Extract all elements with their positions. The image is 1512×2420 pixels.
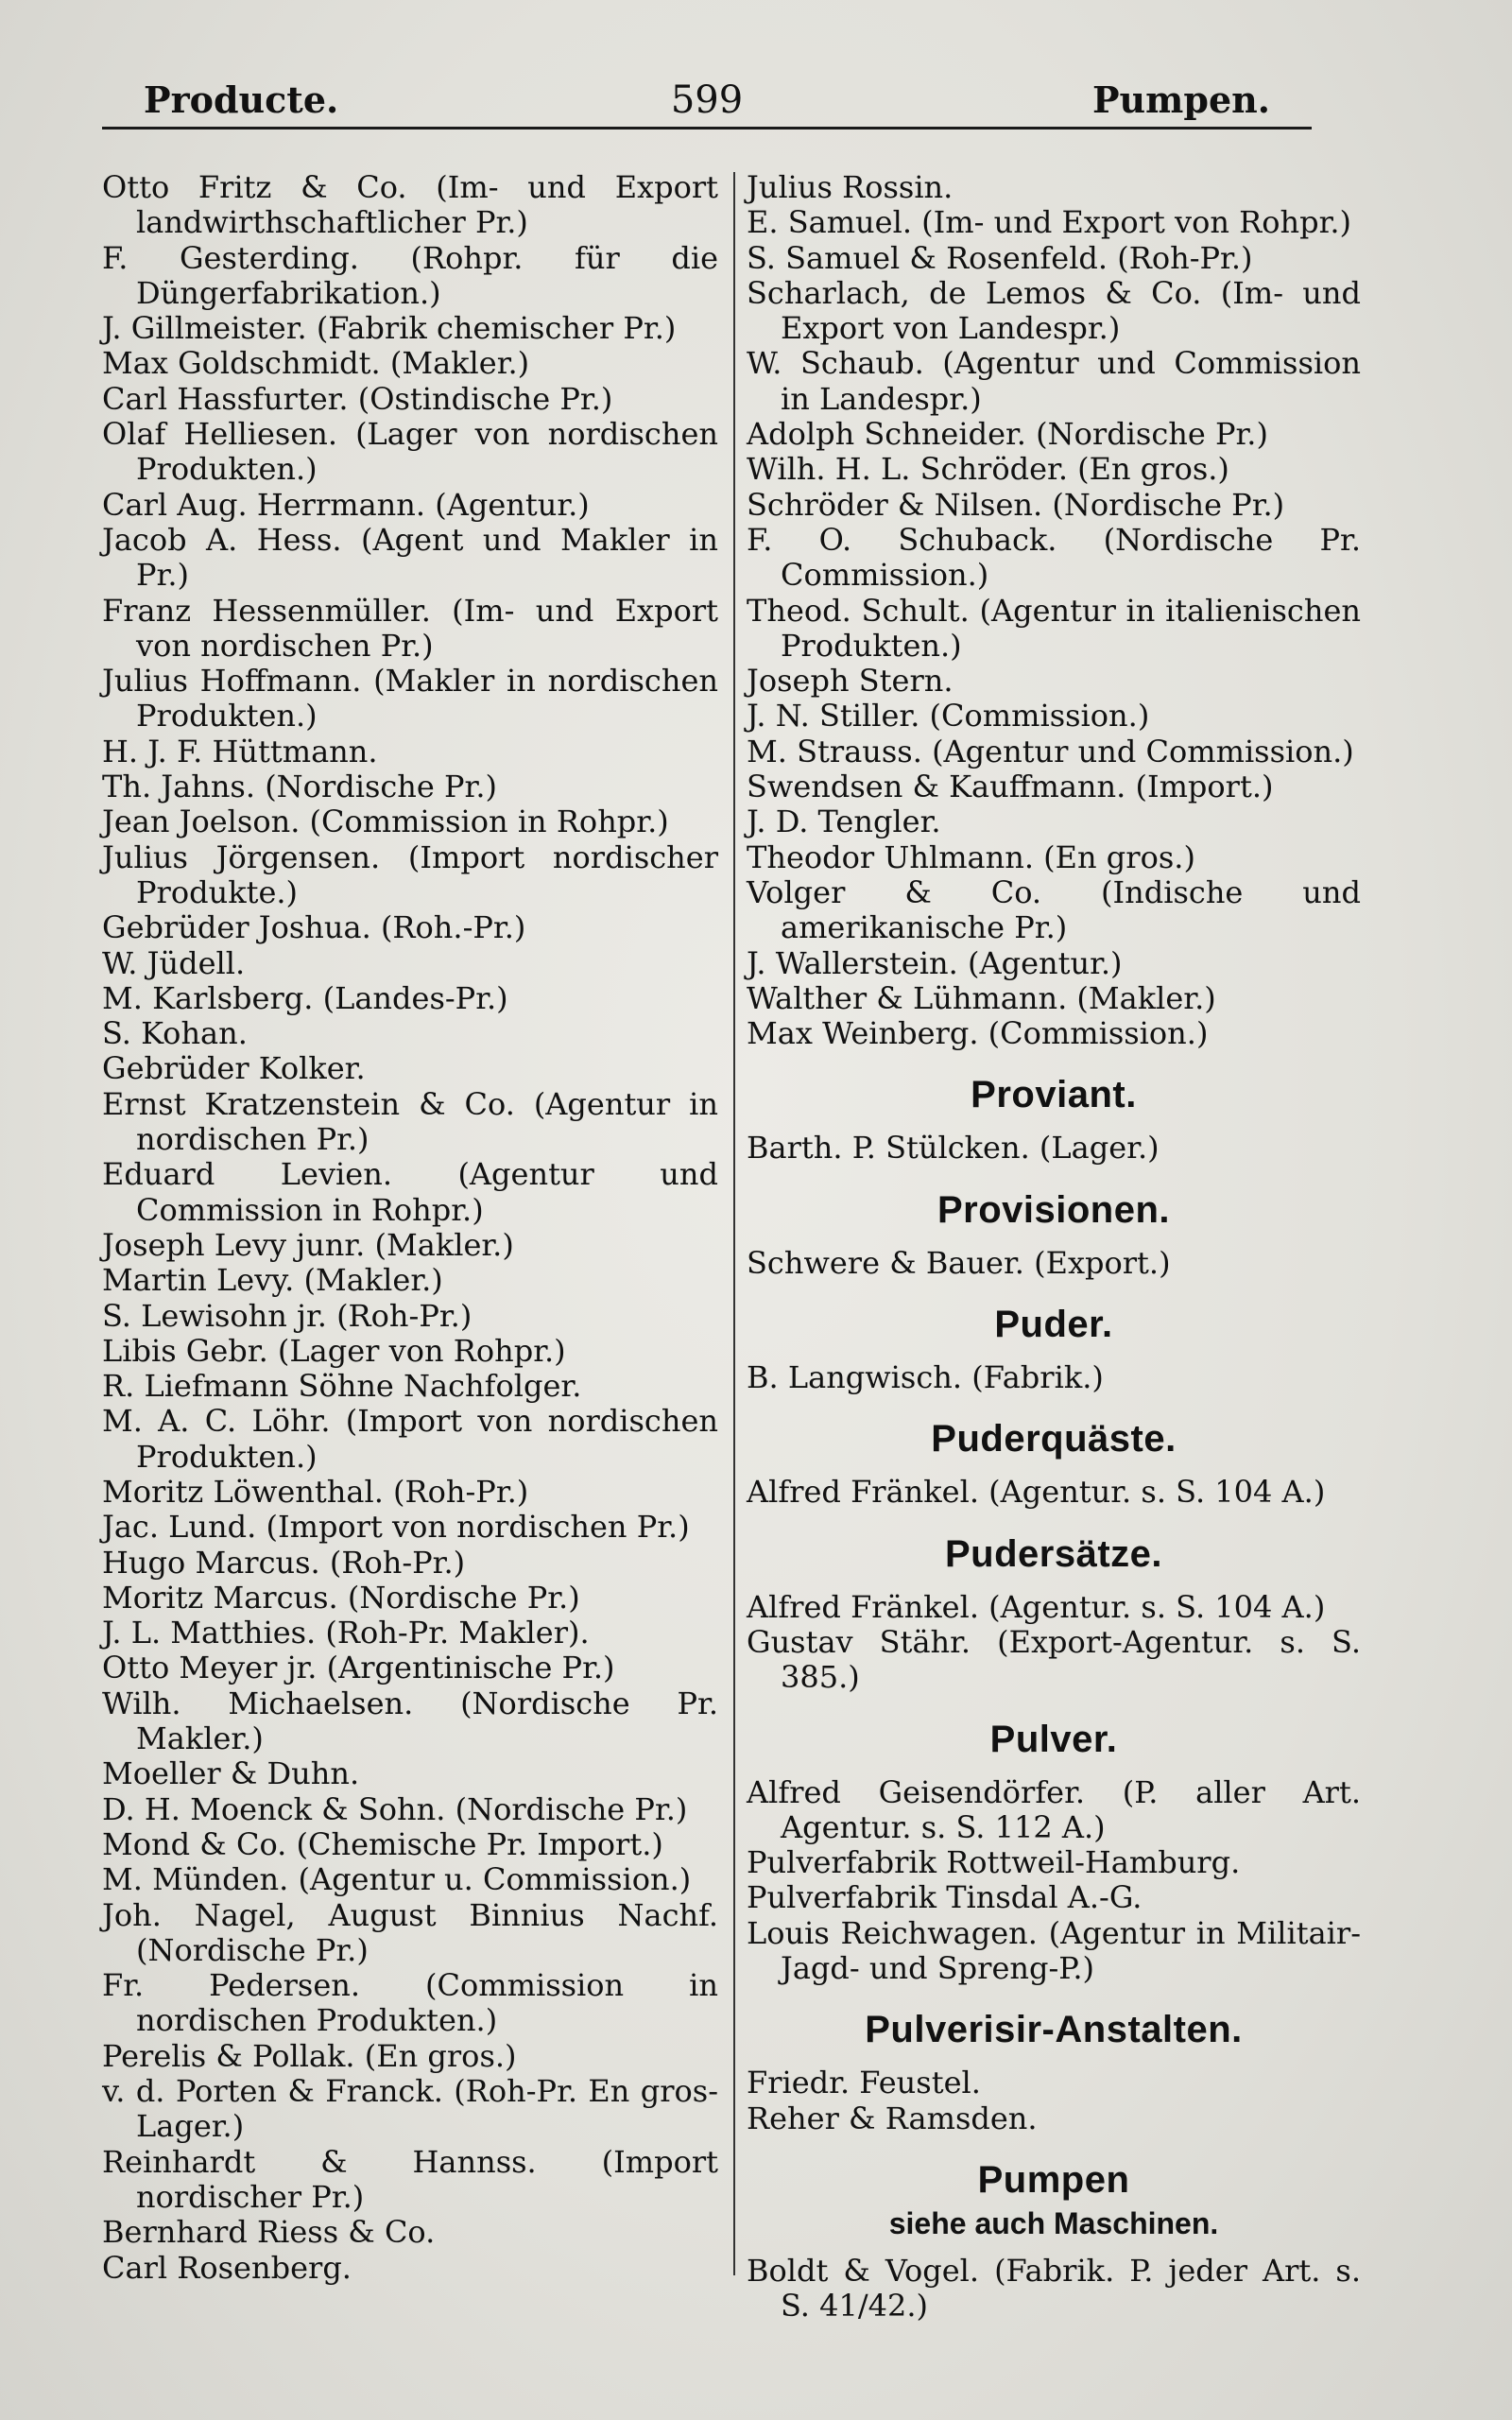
directory-entry: Julius Jörgensen. (Import nordischer Produkte.) <box>102 838 718 910</box>
directory-entry: Fr. Pedersen. (Commission in nordischen Produkten.) <box>102 1967 718 2039</box>
directory-entry: S. Lewisohn jr. (Roh-Pr.) <box>102 1297 472 1334</box>
directory-entry: Olaf Helliesen. (Lager von nordischen Produkten.) <box>102 416 718 488</box>
directory-entry: Perelis & Pollak. (En gros.) <box>102 2037 517 2074</box>
directory-entry: Joseph Levy junr. (Makler.) <box>102 1226 514 1263</box>
directory-entry: S. Samuel & Rosenfeld. (Roh-Pr.) <box>747 239 1253 276</box>
directory-entry: Barth. P. Stülcken. (Lager.) <box>747 1130 1160 1167</box>
directory-entry: J. Wallerstein. (Agentur.) <box>747 944 1123 981</box>
directory-entry: Boldt & Vogel. (Fabrik. P. jeder Art. s. S. 41/42.) <box>747 2252 1361 2325</box>
directory-entry: R. Liefmann Söhne Nachfolger. <box>102 1368 582 1405</box>
directory-entry: M. Strauss. (Agentur und Commission.) <box>747 733 1354 769</box>
category-heading: Puderquäste. <box>931 1418 1177 1461</box>
directory-entry: M. Münden. (Agentur u. Commission.) <box>102 1861 692 1898</box>
directory-entry: Joh. Nagel, August Binnius Nachf. (Nordische Pr.) <box>102 1896 718 1968</box>
category-heading: Pulverisir-Anstalten. <box>865 2009 1243 2051</box>
directory-entry: Eduard Levien. (Agentur und Commission in Rohpr.) <box>102 1156 718 1228</box>
directory-entry: Joseph Stern. <box>747 663 954 700</box>
directory-entry: F. O. Schuback. (Nordische Pr. Commission.) <box>747 521 1361 594</box>
directory-entry: J. N. Stiller. (Commission.) <box>747 698 1150 735</box>
directory-entry: M. Karlsberg. (Landes-Pr.) <box>102 979 508 1016</box>
category-cross-reference: siehe auch Maschinen. <box>888 2205 1219 2240</box>
directory-entry: Jac. Lund. (Import von nordischen Pr.) <box>102 1509 690 1546</box>
category-heading: Provisionen. <box>936 1188 1171 1231</box>
directory-entry: Julius Hoffmann. (Makler in nordischen Produkten.) <box>102 663 718 735</box>
directory-entry: Alfred Geisendörfer. (P. aller Art. Agentur. s. S. 112 A.) <box>747 1773 1361 1845</box>
left-column <box>102 170 718 2286</box>
directory-entry: Franz Hessenmüller. (Im- und Export von nordischen Pr.) <box>102 592 718 664</box>
directory-entry: J. Gillmeister. (Fabrik chemischer Pr.) <box>102 310 677 347</box>
directory-entry: F. Gesterding. (Rohpr. für die Düngerfabrikation.) <box>102 239 718 311</box>
directory-entry: Alfred Fränkel. (Agentur. s. S. 104 A.) <box>747 1474 1326 1511</box>
directory-entry: Carl Aug. Herrmann. (Agentur.) <box>102 486 590 523</box>
directory-entry: Martin Levy. (Makler.) <box>102 1262 443 1299</box>
directory-entry: H. J. F. Hüttmann. <box>102 733 378 769</box>
directory-entry: D. H. Moenck & Sohn. (Nordische Pr.) <box>102 1790 688 1827</box>
column-divider <box>733 172 735 2275</box>
directory-entry: Wilh. Michaelsen. (Nordische Pr. Makler.) <box>102 1685 718 1757</box>
category-heading: Pudersätze. <box>944 1532 1163 1575</box>
header-left-keyword: Producte. <box>144 78 339 121</box>
directory-entry: Libis Gebr. (Lager von Rohpr.) <box>102 1332 566 1369</box>
header-right-keyword: Pumpen. <box>1091 78 1270 121</box>
directory-entry: Hugo Marcus. (Roh-Pr.) <box>102 1544 466 1581</box>
page-number: 599 <box>670 78 744 122</box>
page-header <box>102 74 1312 130</box>
directory-entry: W. Jüdell. <box>102 944 246 981</box>
directory-entry: Carl Rosenberg. <box>102 2249 352 2286</box>
directory-entry: v. d. Porten & Franck. (Roh-Pr. En gros-Lager.) <box>102 2073 718 2145</box>
directory-entry: Gebrüder Kolker. <box>102 1050 366 1087</box>
directory-entry: Volger & Co. (Indische und amerikanische Pr.) <box>747 873 1361 946</box>
directory-entry: Alfred Fränkel. (Agentur. s. S. 104 A.) <box>747 1588 1326 1625</box>
directory-entry: M. A. C. Löhr. (Import von nordischen Produkten.) <box>102 1403 718 1475</box>
directory-entry: Gebrüder Joshua. (Roh.-Pr.) <box>102 909 526 946</box>
directory-entry: Moritz Löwenthal. (Roh-Pr.) <box>102 1473 529 1510</box>
directory-entry: Adolph Schneider. (Nordische Pr.) <box>747 416 1268 453</box>
directory-entry: Jean Joelson. (Commission in Rohpr.) <box>102 804 669 840</box>
directory-entry: Reinhardt & Hannss. (Import nordischer Pr.) <box>102 2143 718 2215</box>
directory-entry: Friedr. Feustel. <box>747 2065 981 2101</box>
directory-entry: W. Schaub. (Agentur und Commission in Landespr.) <box>747 345 1361 417</box>
directory-entry: Scharlach, de Lemos & Co. (Im- und Export von Landespr.) <box>747 274 1361 347</box>
directory-entry: J. D. Tengler. <box>747 804 941 840</box>
directory-entry: Pulverfabrik Tinsdal A.-G. <box>747 1879 1143 1916</box>
directory-entry: Swendsen & Kauffmann. (Import.) <box>747 769 1274 805</box>
directory-entry: Carl Hassfurter. (Ostindische Pr.) <box>102 380 613 417</box>
directory-entry: Th. Jahns. (Nordische Pr.) <box>102 769 497 805</box>
directory-entry: Max Goldschmidt. (Makler.) <box>102 345 530 382</box>
directory-entry: Reher & Ramsden. <box>747 2100 1038 2136</box>
directory-entry: Bernhard Riess & Co. <box>102 2214 436 2251</box>
directory-entry: E. Samuel. (Im- und Export von Rohpr.) <box>747 204 1351 241</box>
category-heading: Puder. <box>994 1304 1113 1346</box>
directory-entry: Schröder & Nilsen. (Nordische Pr.) <box>747 486 1285 523</box>
directory-entry: Mond & Co. (Chemische Pr. Import.) <box>102 1825 663 1862</box>
directory-entry: Pulverfabrik Rottweil-Hamburg. <box>747 1844 1241 1881</box>
directory-entry: Theodor Uhlmann. (En gros.) <box>747 838 1195 875</box>
directory-entry: Gustav Stähr. (Export-Agentur. s. S. 385.) <box>747 1623 1361 1696</box>
category-heading: Pumpen <box>977 2158 1130 2201</box>
category-heading: Proviant. <box>971 1074 1137 1116</box>
directory-entry: Theod. Schult. (Agentur in italienischen Produkten.) <box>747 592 1361 664</box>
directory-entry: J. L. Matthies. (Roh-Pr. Makler). <box>102 1615 590 1651</box>
directory-entry: Louis Reichwagen. (Agentur in Militair-Jagd- und Spreng-P.) <box>747 1914 1361 1986</box>
directory-entry: Jacob A. Hess. (Agent und Makler in Pr.) <box>102 521 718 594</box>
directory-entry: S. Kohan. <box>102 1015 248 1052</box>
category-heading: Pulver. <box>989 1718 1118 1760</box>
directory-entry: Otto Meyer jr. (Argentinische Pr.) <box>102 1650 615 1686</box>
right-column <box>747 170 1361 2324</box>
directory-entry: Moeller & Duhn. <box>102 1755 360 1792</box>
directory-entry: Max Weinberg. (Commission.) <box>747 1015 1209 1052</box>
directory-entry: Walther & Lühmann. (Makler.) <box>747 979 1216 1016</box>
directory-entry: B. Langwisch. (Fabrik.) <box>747 1359 1104 1396</box>
directory-entry: Moritz Marcus. (Nordische Pr.) <box>102 1579 580 1616</box>
directory-entry: Schwere & Bauer. (Export.) <box>747 1244 1171 1281</box>
directory-entry: Julius Rossin. <box>747 169 954 205</box>
directory-entry: Wilh. H. L. Schröder. (En gros.) <box>747 451 1229 488</box>
directory-entry: Ernst Kratzenstein & Co. (Agentur in nordischen Pr.) <box>102 1085 718 1158</box>
directory-entry: Otto Fritz & Co. (Im- und Export landwirthschaftlicher Pr.) <box>102 169 718 241</box>
